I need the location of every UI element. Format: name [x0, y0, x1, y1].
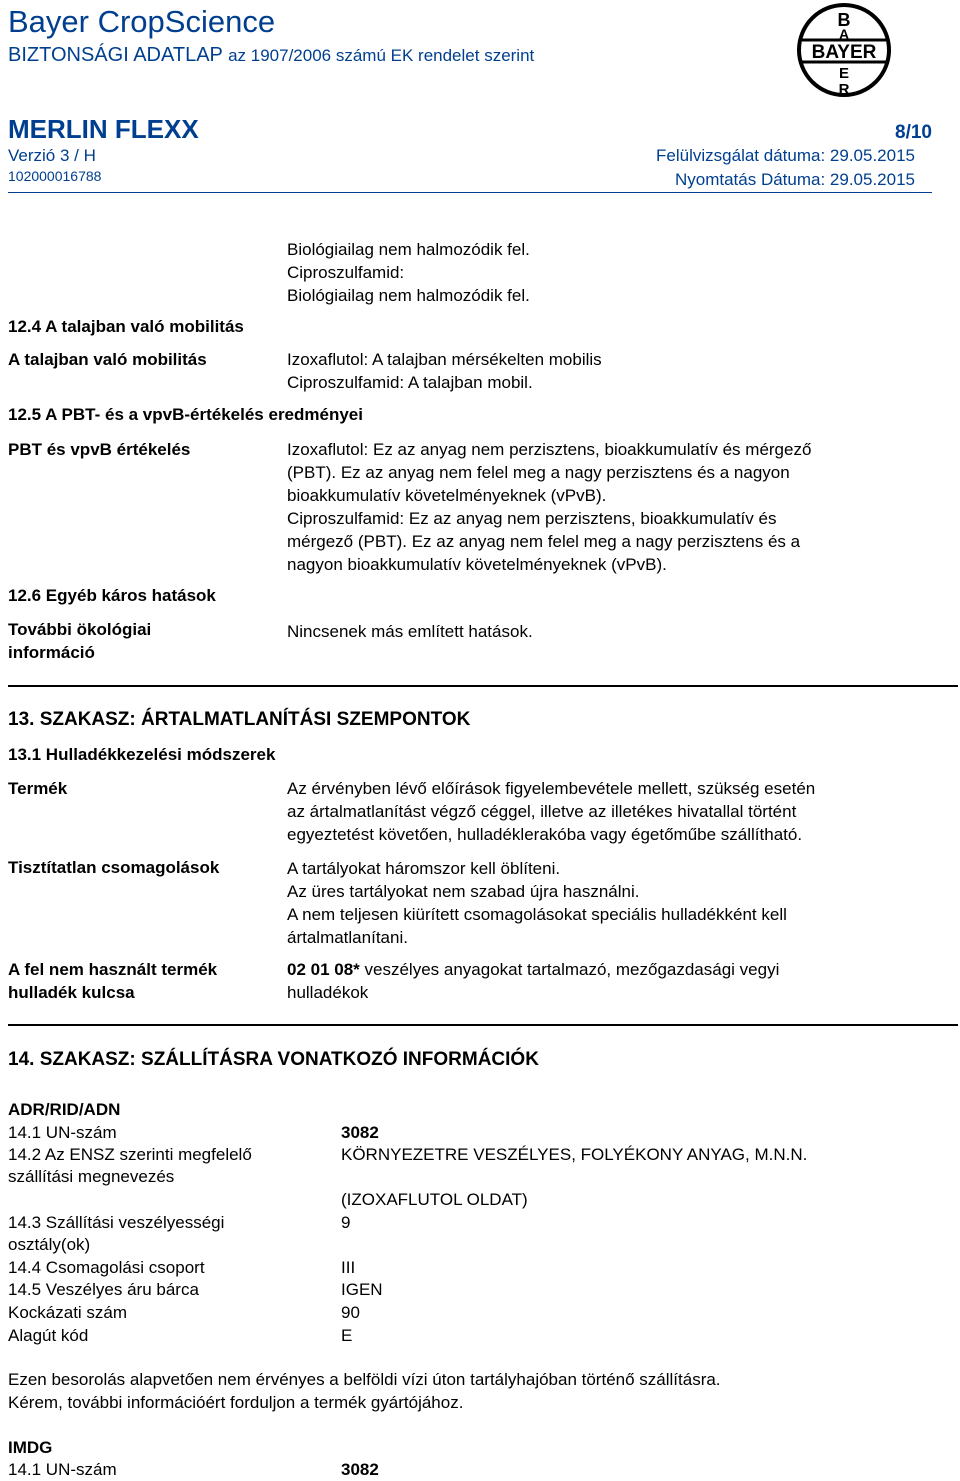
imdg-label: 14.1 UN-szám [8, 1460, 117, 1479]
heading-12-6: 12.6 Egyéb káros hatások [8, 586, 216, 605]
transport-value: (IZOXAFLUTOL OLDAT) [341, 1190, 528, 1209]
transport-label: 14.4 Csomagolási csoport [8, 1258, 205, 1277]
bayer-cross-logo [796, 2, 892, 98]
transport-value: IGEN [341, 1280, 383, 1299]
packaging-line-3: A nem teljesen kiürített csomagolásokat speciális hulladékként kell [287, 905, 787, 924]
transport-label: Kockázati szám [8, 1303, 128, 1322]
label-packaging: Tisztítatlan csomagolások [8, 858, 220, 877]
pbt-line-2: (PBT). Ez az anyag nem felel meg a nagy perzisztens és a nagyon [287, 463, 790, 482]
pbt-line-4: Ciproszulfamid: Ez az anyag nem perzisztens, bioakkumulatív és [287, 509, 777, 528]
regulation-text: az 1907/2006 számú EK rendelet szerint [228, 46, 535, 65]
revision-date: Felülvizsgálat dátuma: 29.05.2015 [656, 146, 915, 165]
waste-description: veszélyes anyagokat tartalmazó, mezőgazdasági vegyi [359, 960, 780, 979]
section-divider-13 [8, 685, 958, 687]
transport-value: III [341, 1258, 356, 1277]
transport-note-2: Kérem, további információért forduljon a termék gyártójához. [8, 1393, 464, 1412]
transport-label: 14.3 Szállítási veszélyességi [8, 1213, 225, 1232]
document-title-main: BIZTONSÁGI ADATLAP [8, 44, 223, 66]
product-line-3: egyeztetést követően, hulladéklerakóba vagy égetőműbe szállítható. [287, 825, 803, 844]
bio-line-3: Biológiailag nem halmozódik fel. [287, 286, 530, 305]
section-divider-14 [8, 1024, 958, 1026]
section-14-title: 14. SZAKASZ: SZÁLLÍTÁSRA VONATKOZÓ INFORMÁCIÓK [8, 1049, 539, 1070]
transport-value: 90 [341, 1303, 360, 1322]
transport-label: 14.1 UN-szám [8, 1123, 117, 1142]
label-soil-mobility: A talajban való mobilitás [8, 350, 207, 369]
label-eco-info-2: információ [8, 643, 95, 662]
transport-label: Alagút kód [8, 1326, 89, 1345]
pbt-line-5: mérgező (PBT). Ez az anyag nem felel meg a nagy perzisztens és a [287, 532, 801, 551]
transport-note-1: Ezen besorolás alapvetően nem érvényes a belföldi vízi úton tartályhajóban történő szállításra. [8, 1370, 721, 1389]
label-eco-info-1: További ökológiai [8, 620, 152, 639]
heading-12-5: 12.5 A PBT- és a vpvB-értékelés eredményei [8, 405, 363, 424]
page-number: 8/10 [895, 122, 932, 143]
mobility-line-2: Ciproszulfamid: A talajban mobil. [287, 373, 533, 392]
pbt-line-3: bioakkumulatív követelményeknek (vPvB). [287, 486, 607, 505]
eco-info-text: Nincsenek más említett hatások. [287, 622, 533, 641]
transport-label: 14.5 Veszélyes áru bárca [8, 1280, 199, 1299]
logo-letter-r: R [838, 81, 850, 98]
transport-value: KÖRNYEZETRE VESZÉLYES, FOLYÉKONY ANYAG, M.N.N. [341, 1145, 808, 1164]
document-title [8, 44, 534, 67]
transport-value: 9 [341, 1213, 351, 1232]
packaging-line-1: A tartályokat háromszor kell öblíteni. [287, 859, 561, 878]
label-waste-key-1: A fel nem használt termék [8, 960, 218, 979]
version-text: Verzió 3 / H [8, 146, 96, 165]
waste-line-2: hulladékok [287, 983, 369, 1002]
transport-value: E [341, 1326, 353, 1345]
packaging-line-2: Az üres tartályokat nem szabad újra használni. [287, 882, 640, 901]
label-product: Termék [8, 779, 68, 798]
bio-line-1: Biológiailag nem halmozódik fel. [287, 240, 530, 259]
transport-label: szállítási megnevezés [8, 1167, 175, 1186]
transport-label: osztály(ok) [8, 1235, 91, 1254]
label-pbt: PBT és vpvB értékelés [8, 440, 191, 459]
product-line-2: az ártalmatlanítást végző céggel, illetve az illetékes hivatallal történt [287, 802, 797, 821]
imdg-value: 3082 [341, 1460, 379, 1479]
print-date: Nyomtatás Dátuma: 29.05.2015 [674, 170, 915, 189]
product-line-1: Az érvényben lévő előírások figyelembevétele mellett, szükség esetén [287, 779, 816, 798]
document-number: 102000016788 [8, 168, 102, 184]
transport-value: 3082 [341, 1123, 379, 1142]
heading-13-1: 13.1 Hulladékkezelési módszerek [8, 745, 276, 764]
bio-line-2: Ciproszulfamid: [287, 263, 405, 282]
adr-heading: ADR/RID/ADN [8, 1100, 121, 1119]
waste-line-1 [287, 958, 779, 981]
pbt-line-1: Izoxaflutol: Ez az anyag nem perzisztens, bioakkumulatív és mérgező [287, 440, 812, 459]
heading-12-4: 12.4 A talajban való mobilitás [8, 317, 244, 336]
section-13-title: 13. SZAKASZ: ÁRTALMATLANÍTÁSI SZEMPONTOK [8, 709, 471, 730]
logo-letter-b: B [837, 10, 851, 30]
logo-letter-a: A [838, 26, 850, 42]
brand-name: Bayer CropScience [8, 4, 276, 39]
imdg-heading: IMDG [8, 1438, 53, 1457]
label-waste-key-2: hulladék kulcsa [8, 983, 135, 1002]
pbt-line-6: nagyon bioakkumulatív követelményeknek (vPvB). [287, 555, 667, 574]
waste-code: 02 01 08* [287, 960, 360, 979]
mobility-line-1: Izoxaflutol: A talajban mérsékelten mobilis [287, 350, 602, 369]
header-divider [8, 192, 932, 193]
packaging-line-4: ártalmatlanítani. [287, 928, 408, 947]
product-name: MERLIN FLEXX [8, 114, 199, 144]
logo-letter-e: E [838, 65, 850, 82]
transport-label: 14.2 Az ENSZ szerinti megfelelő [8, 1145, 252, 1164]
logo-word: BAYER [811, 42, 877, 63]
